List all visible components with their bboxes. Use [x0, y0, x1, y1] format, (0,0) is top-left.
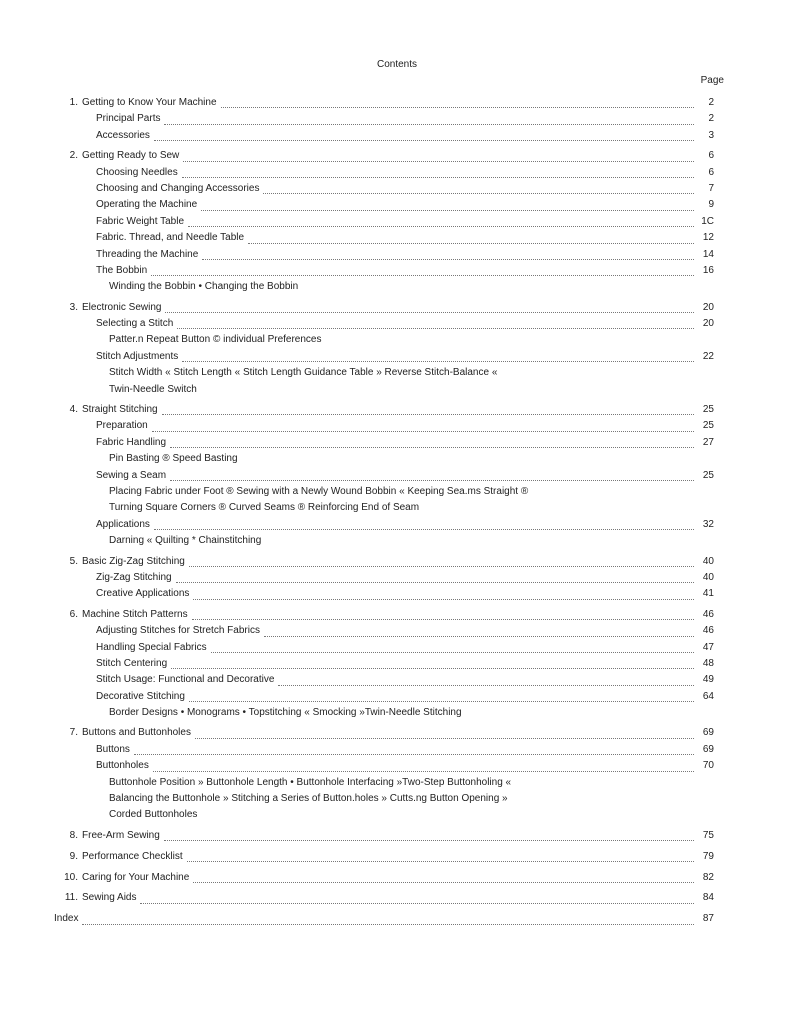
- toc-section: [54, 640, 714, 656]
- page-number: 16: [702, 264, 714, 276]
- chapter-number: 4.: [69, 404, 78, 416]
- dot-leader: [202, 258, 694, 260]
- chapter-number: 6.: [69, 608, 78, 620]
- dot-leader: [134, 753, 694, 755]
- entry-title: Buttonholes: [96, 760, 149, 772]
- toc-chapter: [54, 607, 714, 623]
- dot-leader: [170, 479, 694, 481]
- dot-leader: [164, 123, 694, 125]
- chapter-number: 11.: [64, 892, 78, 904]
- page-number: 82: [702, 871, 714, 883]
- dot-leader: [151, 274, 694, 276]
- entry-title: Adjusting Stitches for Stretch Fabrics: [96, 625, 260, 637]
- toc-section: [54, 468, 714, 484]
- dot-leader: [211, 651, 694, 653]
- entry-title: Sewing Aids: [82, 892, 137, 904]
- toc-section: [54, 742, 714, 758]
- dot-leader: [171, 667, 694, 669]
- entry-title: Turning Square Corners ® Curved Seams ® Reinforcing End of Seam: [109, 502, 420, 514]
- entry-title: Selecting a Stitch: [96, 318, 174, 330]
- entry-title: Choosing and Changing Accessories: [96, 182, 260, 194]
- dot-leader: [248, 242, 694, 244]
- dot-leader: [162, 413, 694, 415]
- toc-section: [54, 570, 714, 586]
- dot-leader: [182, 176, 694, 178]
- toc-section: [54, 517, 714, 533]
- dot-leader: [195, 737, 694, 739]
- dot-leader: [182, 360, 694, 362]
- toc-section: [54, 214, 714, 230]
- entry-title: Creative Applications: [96, 588, 190, 600]
- entry-title: Buttonhole Position » Buttonhole Length • Buttonhole Interfacing »Two-Step Buttonholing «: [109, 776, 512, 788]
- chapter-number: 7.: [69, 727, 78, 739]
- toc-chapter: [54, 300, 714, 316]
- page-number: 27: [702, 436, 714, 448]
- dot-leader: [82, 923, 694, 925]
- entry-title: Caring for Your Machine: [82, 871, 190, 883]
- toc-topics: [54, 533, 714, 549]
- page-number: 69: [702, 743, 714, 755]
- toc-section: [54, 197, 714, 213]
- toc-index-entry: [54, 911, 714, 927]
- page-number: 25: [702, 420, 714, 432]
- entry-title: Machine Stitch Patterns: [82, 608, 188, 620]
- page-number: 48: [702, 657, 714, 669]
- toc-section: [54, 128, 714, 144]
- page-number: 7: [708, 182, 714, 194]
- toc-topics: [54, 279, 714, 295]
- toc-topics: [54, 705, 714, 721]
- page-number: 40: [702, 555, 714, 567]
- dot-leader: [221, 106, 694, 108]
- dot-leader: [165, 311, 694, 313]
- chapter-number: 3.: [69, 301, 78, 313]
- toc-chapter: [54, 402, 714, 418]
- entry-title: Getting to Know Your Machine: [82, 97, 217, 108]
- page-number: 75: [702, 829, 714, 841]
- entry-title: Twin-Needle Switch: [109, 383, 197, 395]
- page-number: 25: [702, 404, 714, 416]
- entry-title: Stitch Usage: Functional and Decorative: [96, 674, 275, 686]
- entry-title: Choosing Needles: [96, 166, 178, 178]
- toc-chapter: [54, 849, 714, 865]
- page-number: 69: [702, 727, 714, 739]
- page-number: 14: [702, 248, 714, 260]
- entry-title: Fabric. Thread, and Needle Table: [96, 232, 245, 244]
- toc-section: [54, 316, 714, 332]
- chapter-number: 8.: [69, 829, 78, 841]
- toc-section: [54, 165, 714, 181]
- entry-title: Corded Buttonholes: [109, 809, 198, 821]
- entry-title: Threading the Machine: [96, 248, 199, 260]
- toc-chapter: [54, 725, 714, 741]
- toc-topics: [54, 451, 714, 467]
- dot-leader: [183, 160, 694, 162]
- page-number: 25: [702, 469, 714, 481]
- dot-leader: [189, 700, 694, 702]
- toc-topics: [54, 775, 714, 791]
- chapter-number: 1.: [69, 97, 78, 108]
- entry-title: Stitch Centering: [96, 657, 168, 669]
- dot-leader: [154, 139, 694, 141]
- entry-title: Border Designs • Monograms • Topstitching « Smocking »Twin-Needle Stitching: [109, 707, 462, 719]
- page-number: 84: [702, 892, 714, 904]
- entry-title: Accessories: [96, 129, 150, 141]
- entry-title: Applications: [96, 518, 150, 530]
- entry-title: Darning « Quilting * Chainstitching: [109, 535, 262, 547]
- table-of-contents: [54, 95, 714, 928]
- chapter-number: 10.: [64, 871, 78, 883]
- entry-title: Electronic Sewing: [82, 301, 162, 313]
- toc-chapter: [54, 890, 714, 906]
- entry-title: Preparation: [96, 420, 148, 432]
- entry-title: Handling Special Fabrics: [96, 641, 207, 653]
- page-number: 70: [702, 760, 714, 772]
- dot-leader: [177, 327, 694, 329]
- page-number: 20: [702, 301, 714, 313]
- toc-section: [54, 230, 714, 246]
- toc-section: [54, 181, 714, 197]
- entry-title: Decorative Stitching: [96, 690, 185, 702]
- dot-leader: [263, 192, 694, 194]
- entry-title: Placing Fabric under Foot ® Sewing with a Newly Wound Bobbin « Keeping Sea.ms Straight ®: [109, 485, 529, 497]
- page-number: 87: [702, 913, 714, 925]
- dot-leader: [170, 446, 694, 448]
- entry-title: Getting Ready to Sew: [82, 150, 180, 162]
- page-number: 41: [702, 588, 714, 600]
- entry-title: Performance Checklist: [82, 850, 183, 862]
- dot-leader: [164, 839, 694, 841]
- dot-leader: [140, 902, 694, 904]
- chapter-number: 9.: [69, 850, 78, 862]
- entry-title: Fabric Handling: [96, 436, 167, 448]
- toc-chapter: [54, 870, 714, 886]
- dot-leader: [193, 881, 694, 883]
- page-number: 32: [702, 518, 714, 530]
- entry-title: Straight Stitching: [82, 404, 158, 416]
- entry-title: Basic Zig-Zag Stitching: [82, 555, 185, 567]
- entry-title: Fabric Weight Table: [96, 215, 185, 227]
- entry-title: Pin Basting ® Speed Basting: [109, 453, 238, 465]
- page-number: 47: [702, 641, 714, 653]
- entry-title: Stitch Adjustments: [96, 350, 179, 362]
- entry-title: Zig-Zag Stitching: [96, 571, 172, 583]
- page-number: 3: [708, 129, 714, 141]
- toc-topics: [54, 365, 714, 381]
- entry-title: Principal Parts: [96, 113, 161, 125]
- entry-title: Free-Arm Sewing: [82, 829, 160, 841]
- page-number: 46: [702, 625, 714, 637]
- dot-leader: [264, 635, 694, 637]
- dot-leader: [192, 618, 694, 620]
- page-number: 64: [702, 690, 714, 702]
- dot-leader: [152, 430, 694, 432]
- page-number: 79: [702, 850, 714, 862]
- chapter-number: 2.: [69, 150, 78, 162]
- toc-chapter: [54, 95, 714, 111]
- page-number: 12: [702, 232, 714, 244]
- toc-section: [54, 758, 714, 774]
- page-number: 49: [702, 674, 714, 686]
- entry-title: Winding the Bobbin • Changing the Bobbin: [109, 281, 299, 293]
- dot-leader: [187, 860, 694, 862]
- toc-topics: [54, 332, 714, 348]
- toc-chapter: [54, 828, 714, 844]
- toc-section: [54, 623, 714, 639]
- dot-leader: [193, 598, 694, 600]
- entry-title: The Bobbin: [96, 264, 148, 276]
- toc-section: [54, 689, 714, 705]
- entry-title: Balancing the Buttonhole » Stitching a Series of Button.holes » Cutts.ng Button Opening »: [109, 793, 508, 805]
- toc-section: [54, 672, 714, 688]
- page-number: 2: [708, 97, 714, 108]
- page-number: 20: [702, 318, 714, 330]
- toc-topics: [54, 500, 714, 516]
- page-number: 6: [708, 150, 714, 162]
- toc-section: [54, 586, 714, 602]
- dot-leader: [188, 225, 694, 227]
- toc-section: [54, 349, 714, 365]
- entry-title: Operating the Machine: [96, 199, 198, 211]
- dot-leader: [176, 581, 694, 583]
- toc-section: [54, 247, 714, 263]
- toc-section: [54, 263, 714, 279]
- toc-section: [54, 435, 714, 451]
- toc-topics: [54, 807, 714, 823]
- dot-leader: [278, 684, 694, 686]
- entry-title: Stitch Width « Stitch Length « Stitch Length Guidance Table » Reverse Stitch-Balance «: [109, 367, 498, 379]
- entry-title: Patter.n Repeat Button © individual Preferences: [109, 334, 322, 346]
- entry-title: Index: [54, 913, 79, 925]
- entry-title: Sewing a Seam: [96, 469, 167, 481]
- toc-topics: [54, 484, 714, 500]
- page-number: 6: [708, 166, 714, 178]
- toc-chapter: [54, 148, 714, 164]
- page-column-header: Page: [700, 75, 724, 86]
- entry-title: Buttons: [96, 743, 130, 755]
- toc-section: [54, 418, 714, 434]
- toc-section: [54, 656, 714, 672]
- page-number: 46: [702, 608, 714, 620]
- dot-leader: [153, 770, 694, 772]
- page-number: 1C: [701, 215, 714, 227]
- page-number: 9: [708, 199, 714, 211]
- toc-topics: [54, 791, 714, 807]
- dot-leader: [189, 565, 694, 567]
- entry-title: Buttons and Buttonholes: [82, 727, 191, 739]
- dot-leader: [201, 209, 694, 211]
- toc-topics: [54, 382, 714, 398]
- toc-section: [54, 111, 714, 127]
- document-title: Contents: [376, 59, 418, 70]
- chapter-number: 5.: [69, 555, 78, 567]
- page-number: 2: [708, 113, 714, 125]
- page-number: 22: [702, 350, 714, 362]
- dot-leader: [154, 528, 694, 530]
- page-number: 40: [702, 571, 714, 583]
- toc-chapter: [54, 554, 714, 570]
